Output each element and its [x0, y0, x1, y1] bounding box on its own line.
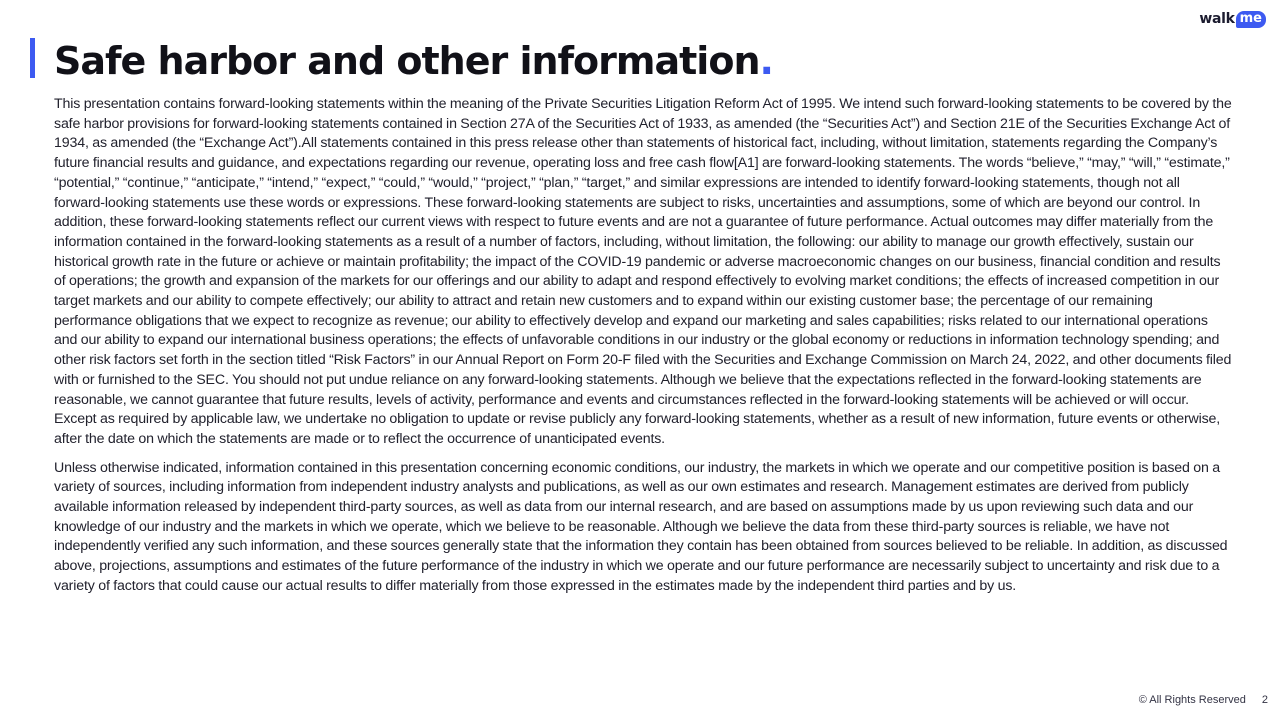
logo-text: walk [1199, 11, 1235, 27]
body-text [54, 95, 1234, 606]
copyright-text: © All Rights Reserved [1138, 694, 1246, 706]
paragraph-other-information: Unless otherwise indicated, information contained in this presentation concerning economic conditions, our industry, the markets in which we operate and our competitive position is based on a variety of sources, including information from independent industry analysts and publications, as well as our own estimates and research. Management estimates are derived from publicly available information released by independent third-party sources, as well as data from our internal research, and are based on assumptions made by us upon reviewing such data and our knowledge of our industry and the markets in which we operate, which we believe to be reasonable. Although we believe the data from these third-party sources is reliable, we have not independently verified any such information, and these sources generally state that the information they contain has been obtained from sources believed to be reliable. In addition, as discussed above, projections, assumptions and estimates of the future performance of the industry in which we operate and our future performance are necessarily subject to uncertainty and risk due to a variety of factors that could cause our actual results to differ materially from those expressed in the estimates made by the independent third parties and by us. [54, 459, 1228, 594]
logo-bubble: me [1236, 11, 1266, 28]
page-title-text: Safe harbor and other information [54, 39, 760, 83]
page-title [54, 36, 773, 86]
walkme-logo [1199, 9, 1266, 29]
footer [1139, 694, 1268, 706]
title-dot: . [759, 39, 773, 83]
paragraph-safe-harbor: This presentation contains forward-looking statements within the meaning of the Private Securities Litigation Reform Act of 1995. We intend such forward-looking statements to be covered by the safe harbor provisions for forward-looking statements contained in Section 27A of the Securities Act of 1933, as amended (the “Securities Act”) and Section 21E of the Securities Exchange Act of 1934, as amended (the “Exchange Act”).All statements contained in this press release other than statements of historical fact, including, without limitation, statements regarding the Company’s future financial results and guidance, and expectations regarding our revenue, operating loss and free cash flow[A1] are forward-looking statements. The words “believe,” “may,” “will,” “estimate,” “potential,” “continue,” “anticipate,” “intend,” “expect,” “could,” “would,” “project,” “plan,” “target,” and similar expressions are intended to identify forward-looking statements, though not all forward-looking statements use these words or expressions. These forward-looking statements are subject to risks, uncertainties and assumptions, some of which are beyond our control. In addition, these forward-looking statements reflect our current views with respect to future events and are not a guarantee of future performance. Actual outcomes may differ materially from the information contained in the forward-looking statements as a result of a number of factors, including, without limitation, the following: our ability to manage our growth effectively, sustain our historical growth rate in the future or achieve or maintain profitability; the impact of the COVID-19 pandemic or adverse macroeconomic changes on our business, financial condition and results of operations; the growth and expansion of the markets for our offerings and our ability to adapt and respond effectively to evolving market conditions; the effects of increased competition in our target markets and our ability to compete effectively; our ability to attract and retain new customers and to expand within our existing customer base; the percentage of our remaining performance obligations that we expect to recognize as revenue; our ability to effectively develop and expand our marketing and sales capabilities; risks related to our international operations and our ability to expand our international business operations; the effects of unfavorable conditions in our industry or the global economy or reductions in information technology spending; and other risk factors set forth in the section titled “Risk Factors” in our Annual Report on Form 20-F filed with the Securities and Exchange Commission on March 24, 2022, and other documents filed with or furnished to the SEC. You should not put undue reliance on any forward-looking statements. Although we believe that the expectations reflected in the forward-looking statements are reasonable, we cannot guarantee that future results, levels of activity, performance and events and circumstances reflected in the forward-looking statements will be achieved or will occur. Except as required by applicable law, we undertake no obligation to update or revise publicly any forward-looking statements, whether as a result of new information, future events or otherwise, after the date on which the statements are made or to reflect the occurrence of unanticipated events. [54, 96, 1232, 447]
page-number: 2 [1261, 694, 1268, 706]
title-accent-bar [30, 38, 35, 78]
